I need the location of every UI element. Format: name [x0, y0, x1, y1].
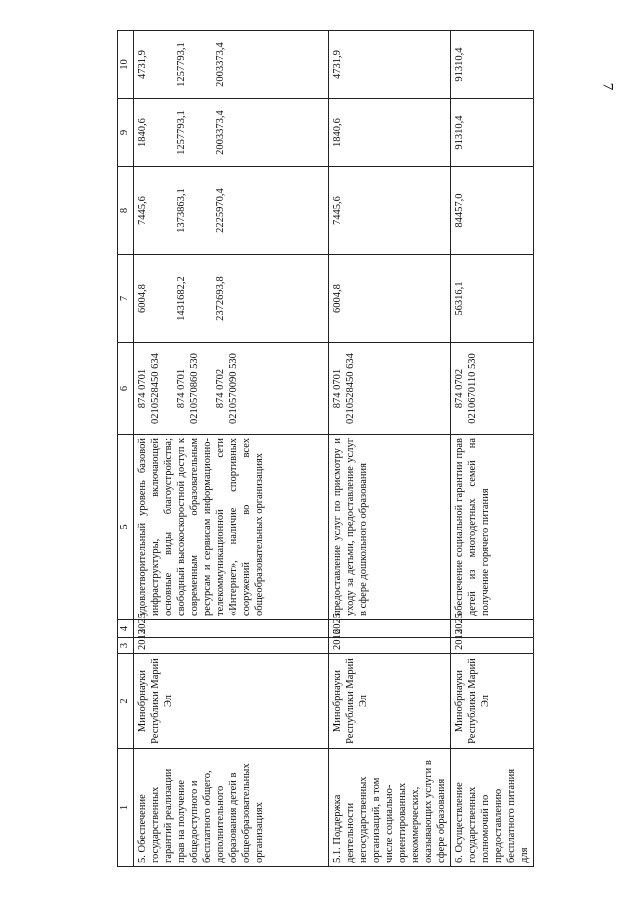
program-table — [117, 30, 534, 867]
value-col9: 91310,4 — [451, 99, 534, 167]
header-cell: 1 — [118, 749, 134, 867]
value: 2003373,4 — [215, 42, 226, 87]
expected-result: обеспечение социальной гарантии прав детей из многодетных семей на получение горячего питания — [451, 435, 534, 620]
header-row — [118, 31, 134, 867]
value-col9 — [134, 99, 329, 167]
header-cell: 2 — [118, 654, 134, 749]
value: 1257793,1 — [176, 42, 187, 87]
value: 1431682,2 — [176, 276, 187, 321]
header-cell: 5 — [118, 435, 134, 620]
value-col7 — [134, 255, 329, 343]
start-year: 2016 — [329, 638, 451, 654]
value-col7: 56316,1 — [451, 255, 534, 343]
header-cell: 10 — [118, 31, 134, 99]
table-row — [134, 31, 329, 867]
value-col7: 6004,8 — [329, 255, 451, 343]
table-row — [329, 31, 451, 867]
end-year: 2025 — [329, 620, 451, 638]
expected-result: удовлетворительный уровень базовой инфраструктуры, включающей основные виды благоустройства; свободный высокоскоростной доступ к современным образовательным ресурсам и сервисам информационно-телекоммуникационной сети «Интернет», наличие спортивных сооружений во всех общеобразовательных организациях — [134, 435, 329, 620]
budget-code: 874 0701 0210528450 634 — [329, 343, 451, 435]
header-cell: 9 — [118, 99, 134, 167]
start-year: 2013 — [134, 638, 329, 654]
expected-result: предоставление услуг по присмотру и уходу за детьми, предоставление услуг в сфере дошкольного образования — [329, 435, 451, 620]
table-rotator — [117, 31, 530, 867]
budget-code: 874 0701 0210570860 530 — [176, 353, 200, 424]
measure-name: 5. Обеспечение государственных гарантий реализации прав на получение общедоступного и бесплатного общего, дополнительного образования детей в общеобразовательных организациях — [134, 749, 329, 867]
value: 7445,6 — [137, 196, 148, 225]
header-cell: 3 — [118, 638, 134, 654]
end-year: 2025 — [134, 620, 329, 638]
value: 1257793,1 — [176, 110, 187, 155]
end-year: 2025 — [451, 620, 534, 638]
header-cell: 8 — [118, 167, 134, 255]
value: 2225970,4 — [215, 188, 226, 233]
header-cell: 4 — [118, 620, 134, 638]
value: 6004,8 — [137, 284, 148, 313]
start-year: 2013 — [451, 638, 534, 654]
page-number: 7 — [599, 82, 616, 91]
value-col9: 1840,6 — [329, 99, 451, 167]
header-cell: 6 — [118, 343, 134, 435]
executor: Минобрнауки Республики Марий Эл — [134, 654, 329, 749]
measure-name: 6. Осуществление государственных полномочий по предоставлению бесплатного питания для — [451, 749, 534, 867]
value-col10 — [134, 31, 329, 99]
executor: Минобрнауки Республики Марий Эл — [451, 654, 534, 749]
value: 2372693,8 — [215, 276, 226, 321]
header-cell: 7 — [118, 255, 134, 343]
value-col10: 4731,9 — [329, 31, 451, 99]
value-col10: 91310,4 — [451, 31, 534, 99]
executor: Минобрнауки Республики Марий Эл — [329, 654, 451, 749]
budget-code: 874 0701 0210528450 634 — [137, 353, 161, 424]
budget-code: 874 0702 0210570090 530 — [215, 353, 239, 424]
value-col8 — [134, 167, 329, 255]
table-row — [451, 31, 534, 867]
value: 1373863,1 — [176, 188, 187, 233]
value: 2003373,4 — [215, 110, 226, 155]
value-col8: 7445,6 — [329, 167, 451, 255]
value: 4731,9 — [137, 50, 148, 79]
value-col8: 84457,0 — [451, 167, 534, 255]
budget-code: 874 0702 0210670110 530 — [451, 343, 534, 435]
value: 1840,6 — [137, 118, 148, 147]
budget-codes — [134, 343, 329, 435]
measure-name: 5.1. Поддержка деятельности негосударственных организаций, в том числе социально-ориентированных некоммерческих, оказывающих услуги в сфере образования — [329, 749, 451, 867]
